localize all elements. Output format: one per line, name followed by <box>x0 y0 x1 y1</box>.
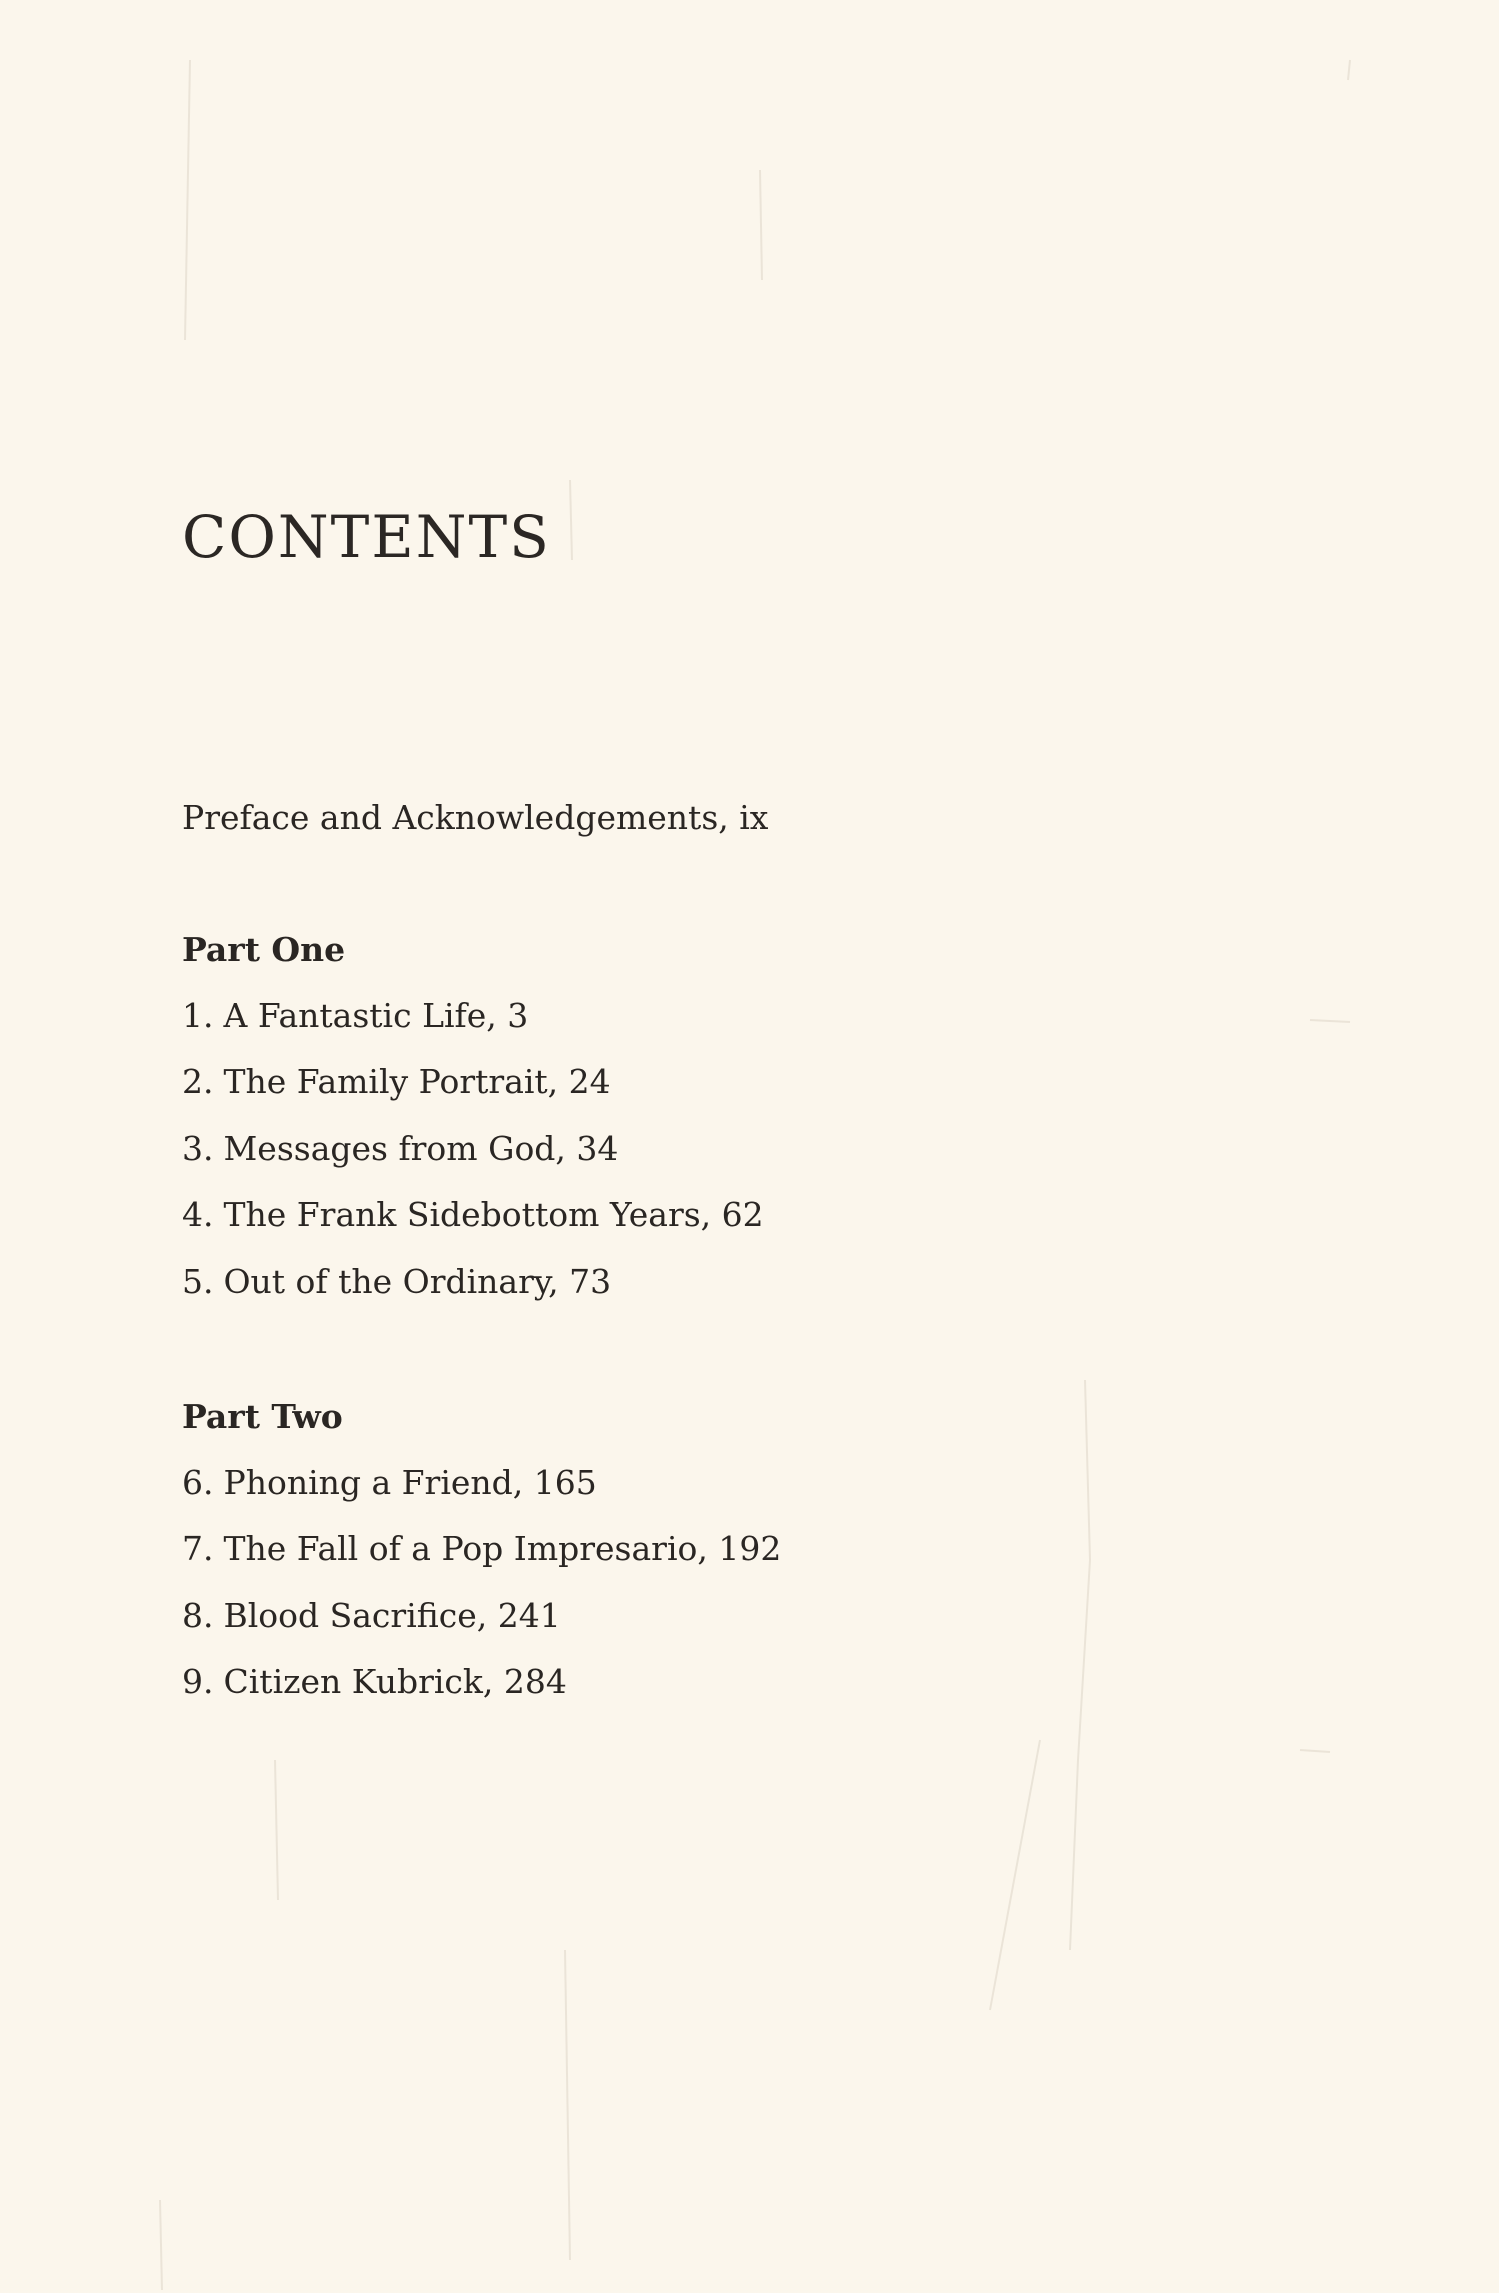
chapter-title: Citizen Kubrick, 284 <box>223 1662 567 1702</box>
chapter-number: 5. <box>182 1261 214 1301</box>
toc-entry <box>182 996 1282 1063</box>
chapter-title: Messages from God, 34 <box>223 1128 619 1168</box>
toc-entry <box>182 1596 1282 1663</box>
chapter-title: Phoning a Friend, 165 <box>223 1462 597 1502</box>
toc-entry <box>182 1062 1282 1129</box>
toc-entry <box>182 1529 1282 1596</box>
chapter-number: 6. <box>182 1462 214 1502</box>
toc-entry-preface: Preface and Acknowledgements, ix <box>182 798 769 837</box>
page-title: CONTENTS <box>182 503 551 571</box>
toc-entry <box>182 1662 1282 1729</box>
toc-entry <box>182 1195 1282 1262</box>
chapter-number: 3. <box>182 1128 214 1168</box>
chapter-number: 2. <box>182 1062 214 1102</box>
toc-entry <box>182 1463 1282 1530</box>
chapter-number: 7. <box>182 1529 214 1569</box>
chapter-list <box>182 996 1282 1329</box>
chapter-number: 1. <box>182 995 214 1035</box>
chapter-title: A Fantastic Life, 3 <box>223 995 529 1035</box>
chapter-number: 8. <box>182 1595 214 1635</box>
toc-entry <box>182 1129 1282 1196</box>
part-one-section <box>182 930 1282 1328</box>
chapter-title: The Family Portrait, 24 <box>223 1062 611 1102</box>
chapter-title: Out of the Ordinary, 73 <box>223 1261 612 1301</box>
toc-entry <box>182 1262 1282 1329</box>
chapter-title: The Frank Sidebottom Years, 62 <box>223 1195 764 1235</box>
part-heading: Part Two <box>182 1397 343 1436</box>
chapter-number: 4. <box>182 1195 214 1235</box>
part-heading: Part One <box>182 930 346 969</box>
part-two-section <box>182 1397 1282 1729</box>
chapter-list <box>182 1463 1282 1729</box>
chapter-title: The Fall of a Pop Impresario, 192 <box>223 1529 782 1569</box>
chapter-number: 9. <box>182 1662 214 1702</box>
chapter-title: Blood Sacrifice, 241 <box>223 1595 561 1635</box>
